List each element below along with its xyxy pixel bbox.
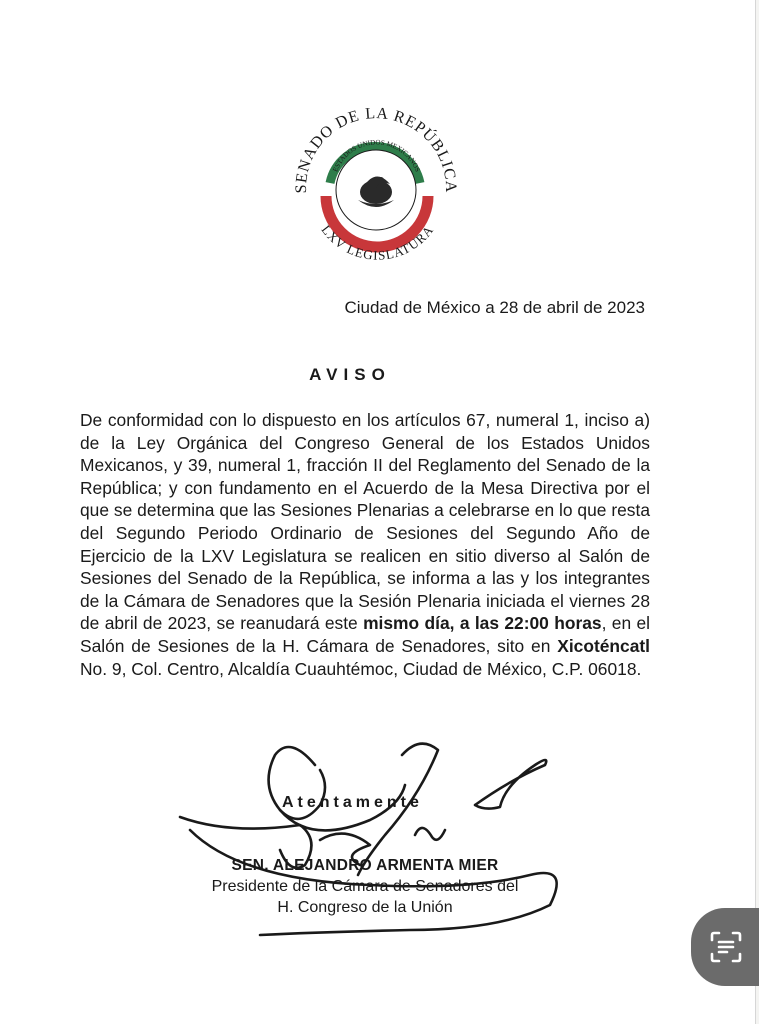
body-text-part2: , en el Salón de Sesiones de la H. Cámara de Senadores, sito en [80, 613, 651, 656]
seal-inner-text: ESTADOS UNIDOS MEXICANOS [331, 138, 422, 173]
seal-bottom-text: LXV LEGISLATURA [318, 222, 437, 263]
signer-role-line1: Presidente de la Cámara de Senadores del [211, 878, 519, 895]
body-bold-street: Xicoténcatl [557, 635, 650, 656]
body-bold-time: mismo día, a las 22:00 horas [363, 613, 602, 634]
notice-body [80, 409, 650, 680]
date-line: Ciudad de México a 28 de abril de 2023 [344, 298, 645, 317]
closing-text: Atentamente [282, 794, 423, 811]
text-scan-button[interactable] [691, 908, 759, 986]
signer-role-line2: H. Congreso de la Unión [277, 899, 453, 916]
senate-seal-logo [280, 88, 470, 278]
body-text-part1: De conformidad con lo dispuesto en los artículos 67, numeral 1, inciso a) de la Ley Orgánica del Congreso General de los Estados Unidos Mexicanos, y 39, numeral 1, fracción II del Reglamento del Senado de la República; y con fundamento en el Acuerdo de la Mesa Directiva por el que se determina que las Sesiones Plenarias a celebrarse en lo que resta del Segundo Periodo Ordinario de Sesiones del Segundo Año de Ejercicio de la LXV Legislatura se realicen en sitio diverso al Salón de Sesiones del Senado de la República, se informa a las y los integrantes de la Cámara de Senadores que la Sesión Plenaria iniciada el viernes 28 de abril de 2023, se reanudará este [80, 410, 650, 634]
text-scan-icon [709, 930, 743, 964]
notice-title: AVISO [309, 365, 391, 384]
seal-outer-text: SENADO DE LA REPÚBLICA [292, 105, 460, 194]
signer-role [0, 876, 730, 918]
body-text-part3: No. 9, Col. Centro, Alcaldía Cuauhtémoc, Ciudad de México, C.P. 06018. [80, 658, 642, 679]
signer-name: SEN. ALEJANDRO ARMENTA MIER [231, 857, 499, 874]
